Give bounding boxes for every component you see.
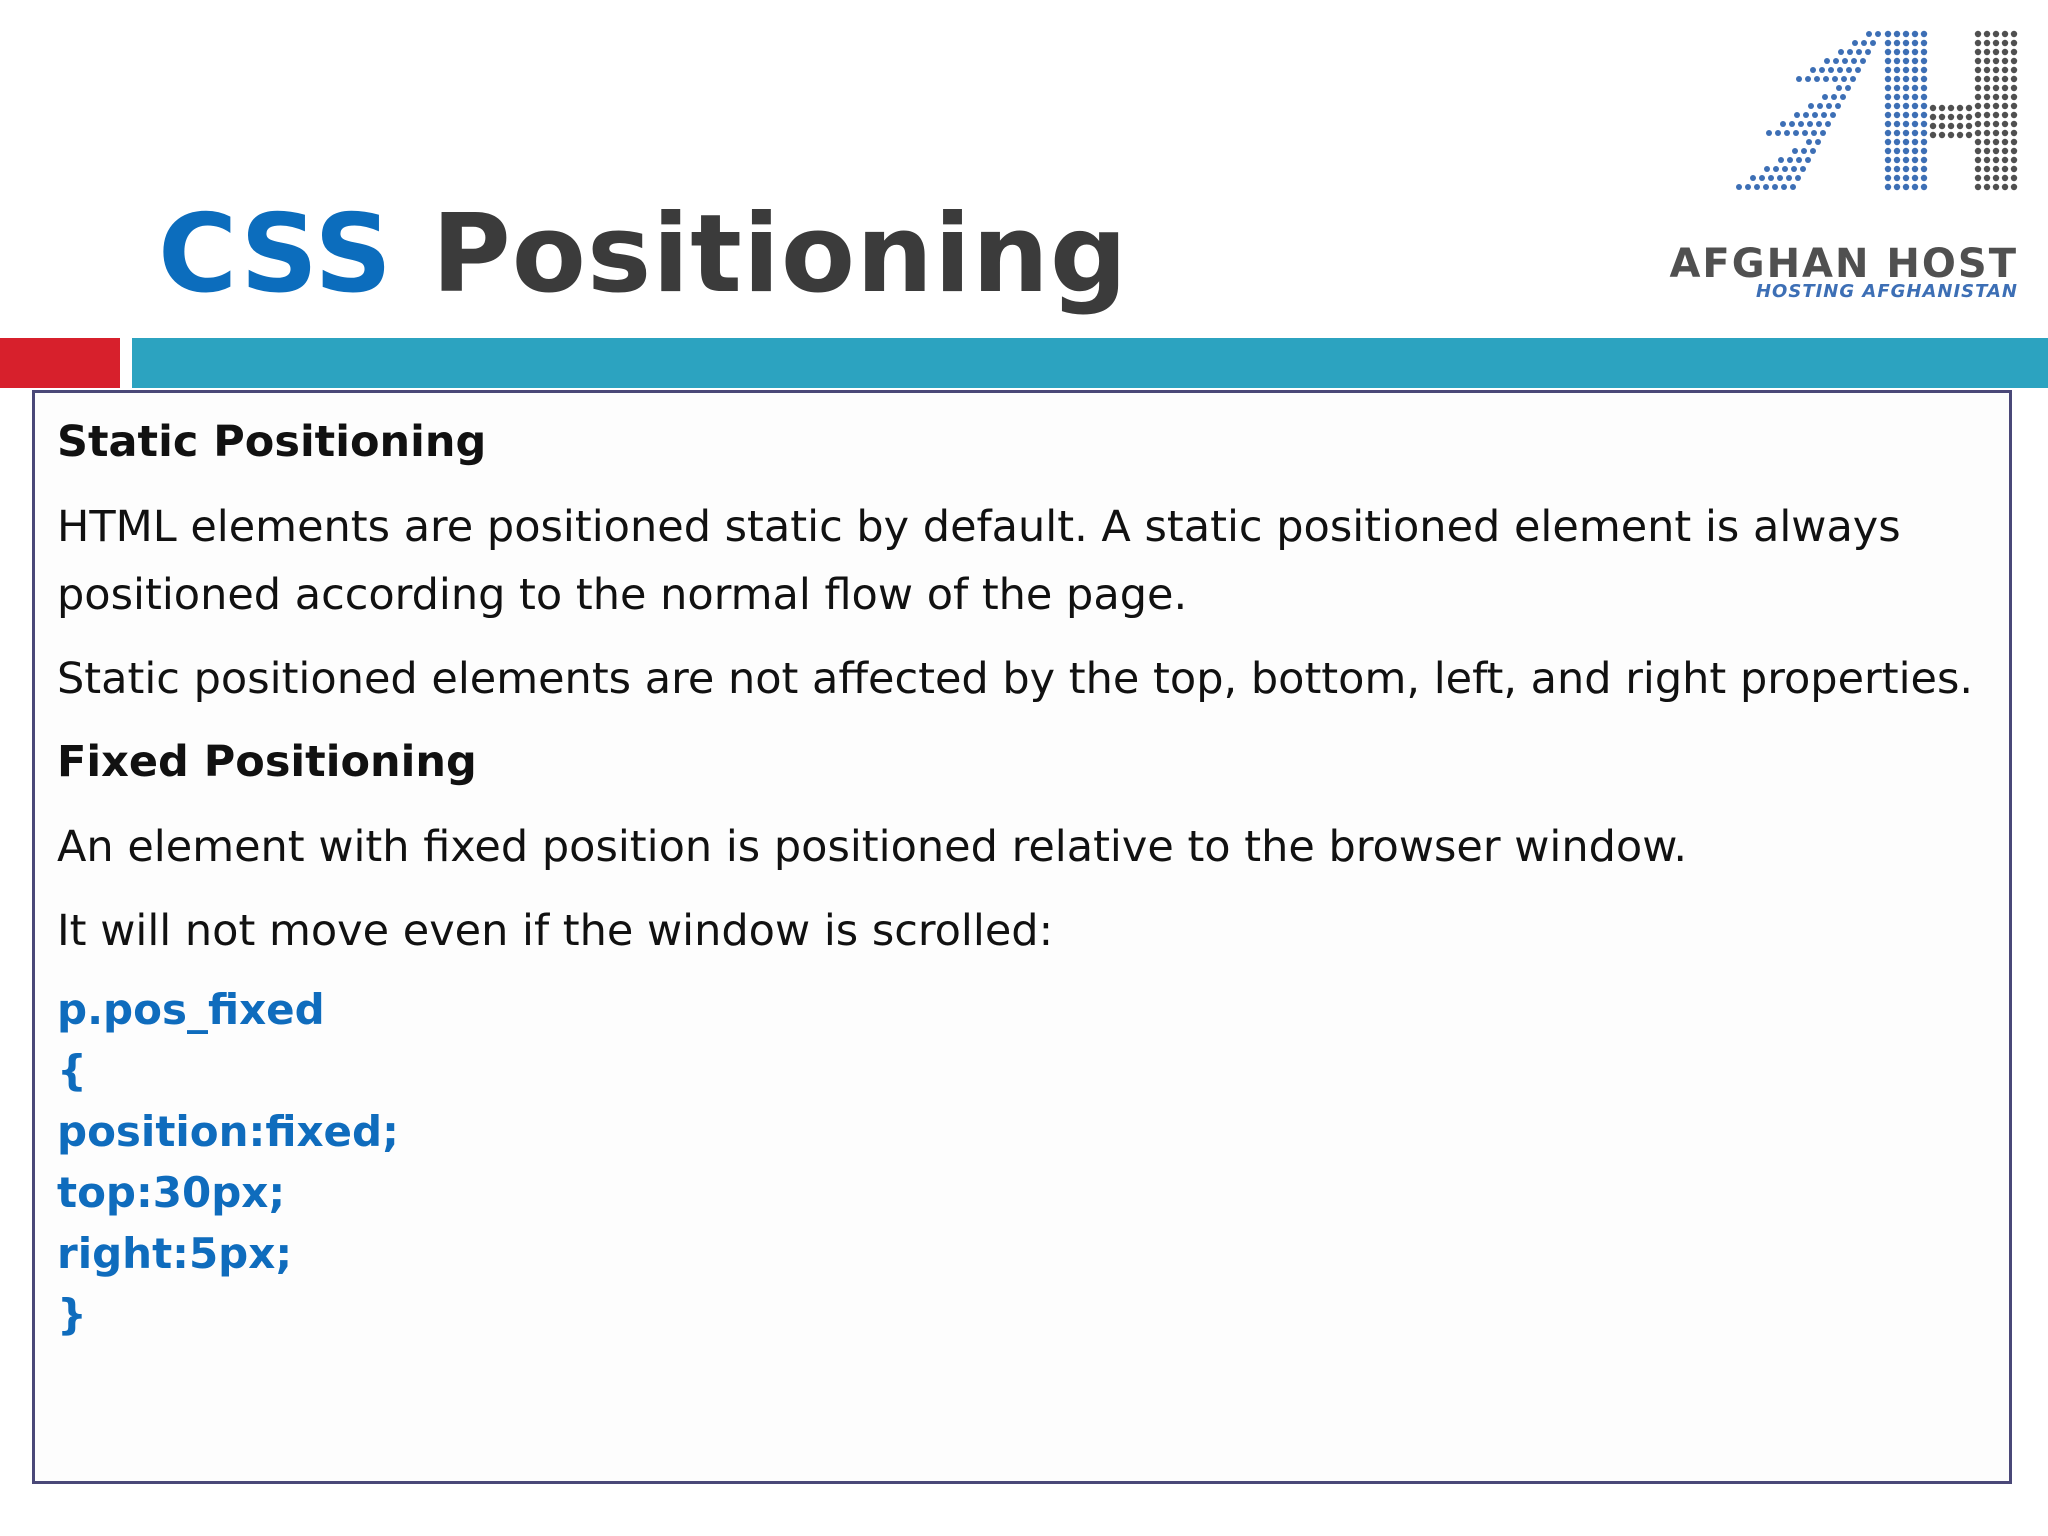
static-positioning-heading: Static Positioning [57,417,487,467]
static-paragraph-2: Static positioned elements are not affected by the top, bottom, left, and right properties. [57,654,1974,704]
fixed-paragraph-2: It will not move even if the window is scrolled: [57,906,1054,956]
code-line: { [57,1046,87,1095]
logo-dot-matrix-icon [1640,24,2032,224]
logo-tagline: HOSTING AFGHANISTAN [1755,281,2018,302]
static-paragraph-1: HTML elements are positioned static by default. A static positioned element is always positioned according to the normal flow of the page. [57,502,1901,620]
content-box [32,390,2012,1484]
code-example [57,979,1987,1345]
afghan-host-logo [1640,24,2032,302]
fixed-positioning-heading: Fixed Positioning [57,737,477,787]
header-band-teal [132,338,2048,388]
header-band-red [0,338,120,388]
fixed-paragraph-1: An element with fixed position is positioned relative to the browser window. [57,822,1688,872]
slide-title [158,190,1128,320]
title-main-word: Positioning [431,192,1129,317]
code-line: right:5px; [57,1229,293,1278]
code-line: } [57,1290,87,1339]
code-line: p.pos_fixed [57,985,325,1034]
code-line: position:fixed; [57,1107,399,1156]
logo-name: AFGHAN HOST [1669,241,2018,287]
code-line: top:30px; [57,1168,286,1217]
title-accent-word: CSS [158,192,393,317]
